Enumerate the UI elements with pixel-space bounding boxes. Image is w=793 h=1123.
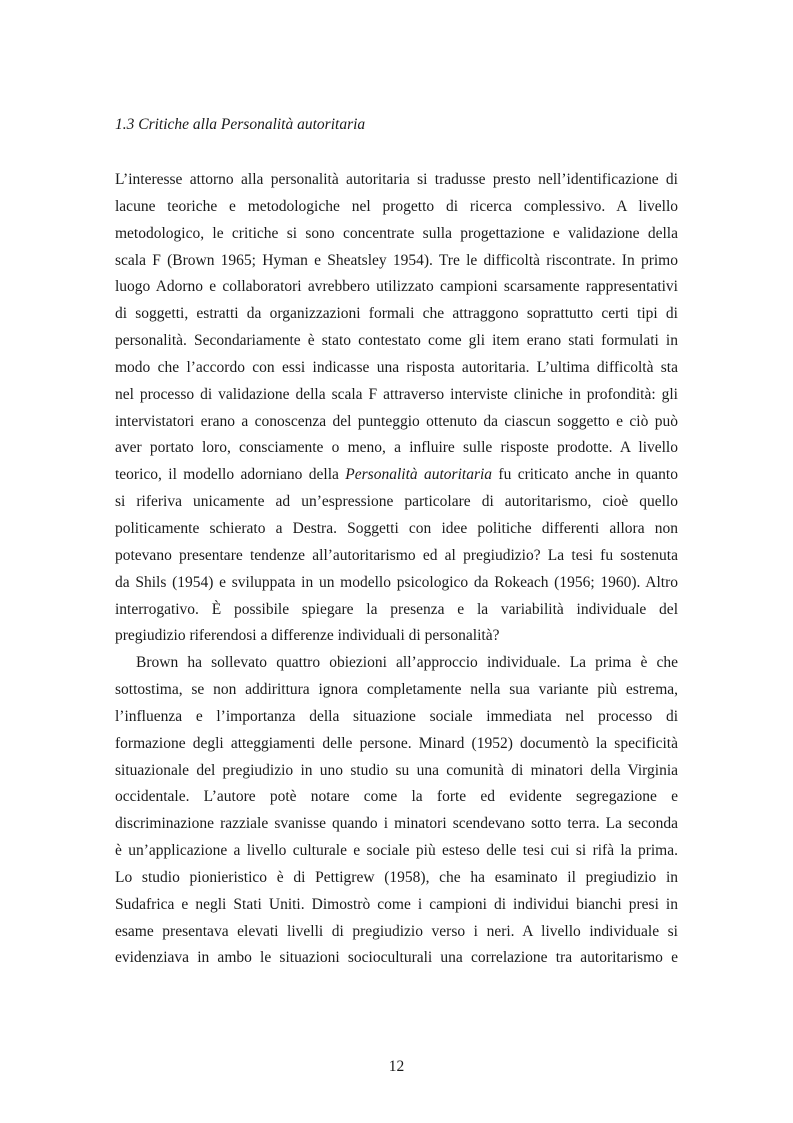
text-line-with-italic <box>115 462 678 489</box>
text-line: pregiudizio riferendosi a differenze individuali di personalità? <box>115 627 500 645</box>
text-line: interrogativo. È possibile spiegare la presenza e la variabilità individuale del <box>115 600 678 618</box>
text-line: formazione degli atteggiamenti delle persone. Minard (1952) documentò la specificità <box>115 734 678 752</box>
text-segment: teorico, il modello adorniano della <box>115 466 346 484</box>
text-line: evidenziava in ambo le situazioni socioculturali una correlazione tra autoritarismo e <box>115 949 678 967</box>
text-line: metodologico, le critiche si sono concentrate sulla progettazione e validazione della <box>115 224 678 242</box>
text-line: si riferiva unicamente ad un’espressione particolare di autoritarismo, cioè quello <box>115 493 678 511</box>
document-page <box>115 0 678 1123</box>
text-line: di soggetti, estratti da organizzazioni formali che attraggono soprattutto certi tipi di <box>115 305 678 323</box>
text-line: scala F (Brown 1965; Hyman e Sheatsley 1954). Tre le difficoltà riscontrate. In primo <box>115 251 678 269</box>
text-line: nel processo di validazione della scala F attraverso interviste cliniche in profondità: gli <box>115 385 678 403</box>
text-line: l’influenza e l’importanza della situazione sociale immediata nel processo di <box>115 707 678 725</box>
text-line: sottostima, se non addirittura ignora completamente nella sua variante più estrema, <box>115 681 678 699</box>
text-segment: fu criticato anche in quanto <box>492 466 678 484</box>
text-line: luogo Adorno e collaboratori avrebbero utilizzato campioni scarsamente rappresentativi <box>115 278 678 296</box>
book-title-italic: Personalità autoritaria <box>345 466 493 484</box>
paragraph-1 <box>115 167 678 650</box>
page-number: 12 <box>388 1058 405 1075</box>
text-line: lacune teoriche e metodologiche nel progetto di ricerca complessivo. A livello <box>115 197 678 215</box>
text-line: potevano presentare tendenze all’autoritarismo ed al pregiudizio? La tesi fu sostenuta <box>115 546 678 564</box>
body-text <box>115 167 678 972</box>
text-line: politicamente schierato a Destra. Soggetti con idee politiche differenti allora non <box>115 519 678 537</box>
text-line: aver portato loro, consciamente o meno, a influire sulle risposte prodotte. A livello <box>115 439 678 457</box>
text-line: intervistatori erano a conoscenza del punteggio ottenuto da ciascun soggetto e ciò può <box>115 412 678 430</box>
text-line: Lo studio pionieristico è di Pettigrew (1958), che ha esaminato il pregiudizio in <box>115 868 678 886</box>
text-line: Sudafrica e negli Stati Uniti. Dimostrò come i campioni di individui bianchi presi in <box>115 895 678 913</box>
section-heading: 1.3 Critiche alla Personalità autoritaria <box>115 116 366 133</box>
text-line: occidentale. L’autore potè notare come la forte ed evidente segregazione e <box>115 788 678 806</box>
paragraph-2 <box>115 650 678 972</box>
text-line: situazionale del pregiudizio in uno studio su una comunità di minatori della Virginia <box>115 761 678 779</box>
text-line: L’interesse attorno alla personalità autoritaria si tradusse presto nell’identificazione di <box>115 171 678 188</box>
text-line: Brown ha sollevato quattro obiezioni all’approccio individuale. La prima è che <box>136 654 678 672</box>
text-line: personalità. Secondariamente è stato contestato come gli item erano stati formulati in <box>115 332 678 350</box>
text-line: da Shils (1954) e sviluppata in un modello psicologico da Rokeach (1956; 1960). Altro <box>115 573 678 591</box>
text-line: modo che l’accordo con essi indicasse una risposta autoritaria. L’ultima difficoltà sta <box>115 358 678 376</box>
text-line: esame presentava elevati livelli di pregiudizio verso i neri. A livello individuale si <box>115 922 678 940</box>
text-line: è un’applicazione a livello culturale e sociale più esteso delle tesi cui si rifà la prima. <box>115 842 678 860</box>
text-line: discriminazione razziale svanisse quando i minatori scendevano sotto terra. La seconda <box>115 815 678 833</box>
